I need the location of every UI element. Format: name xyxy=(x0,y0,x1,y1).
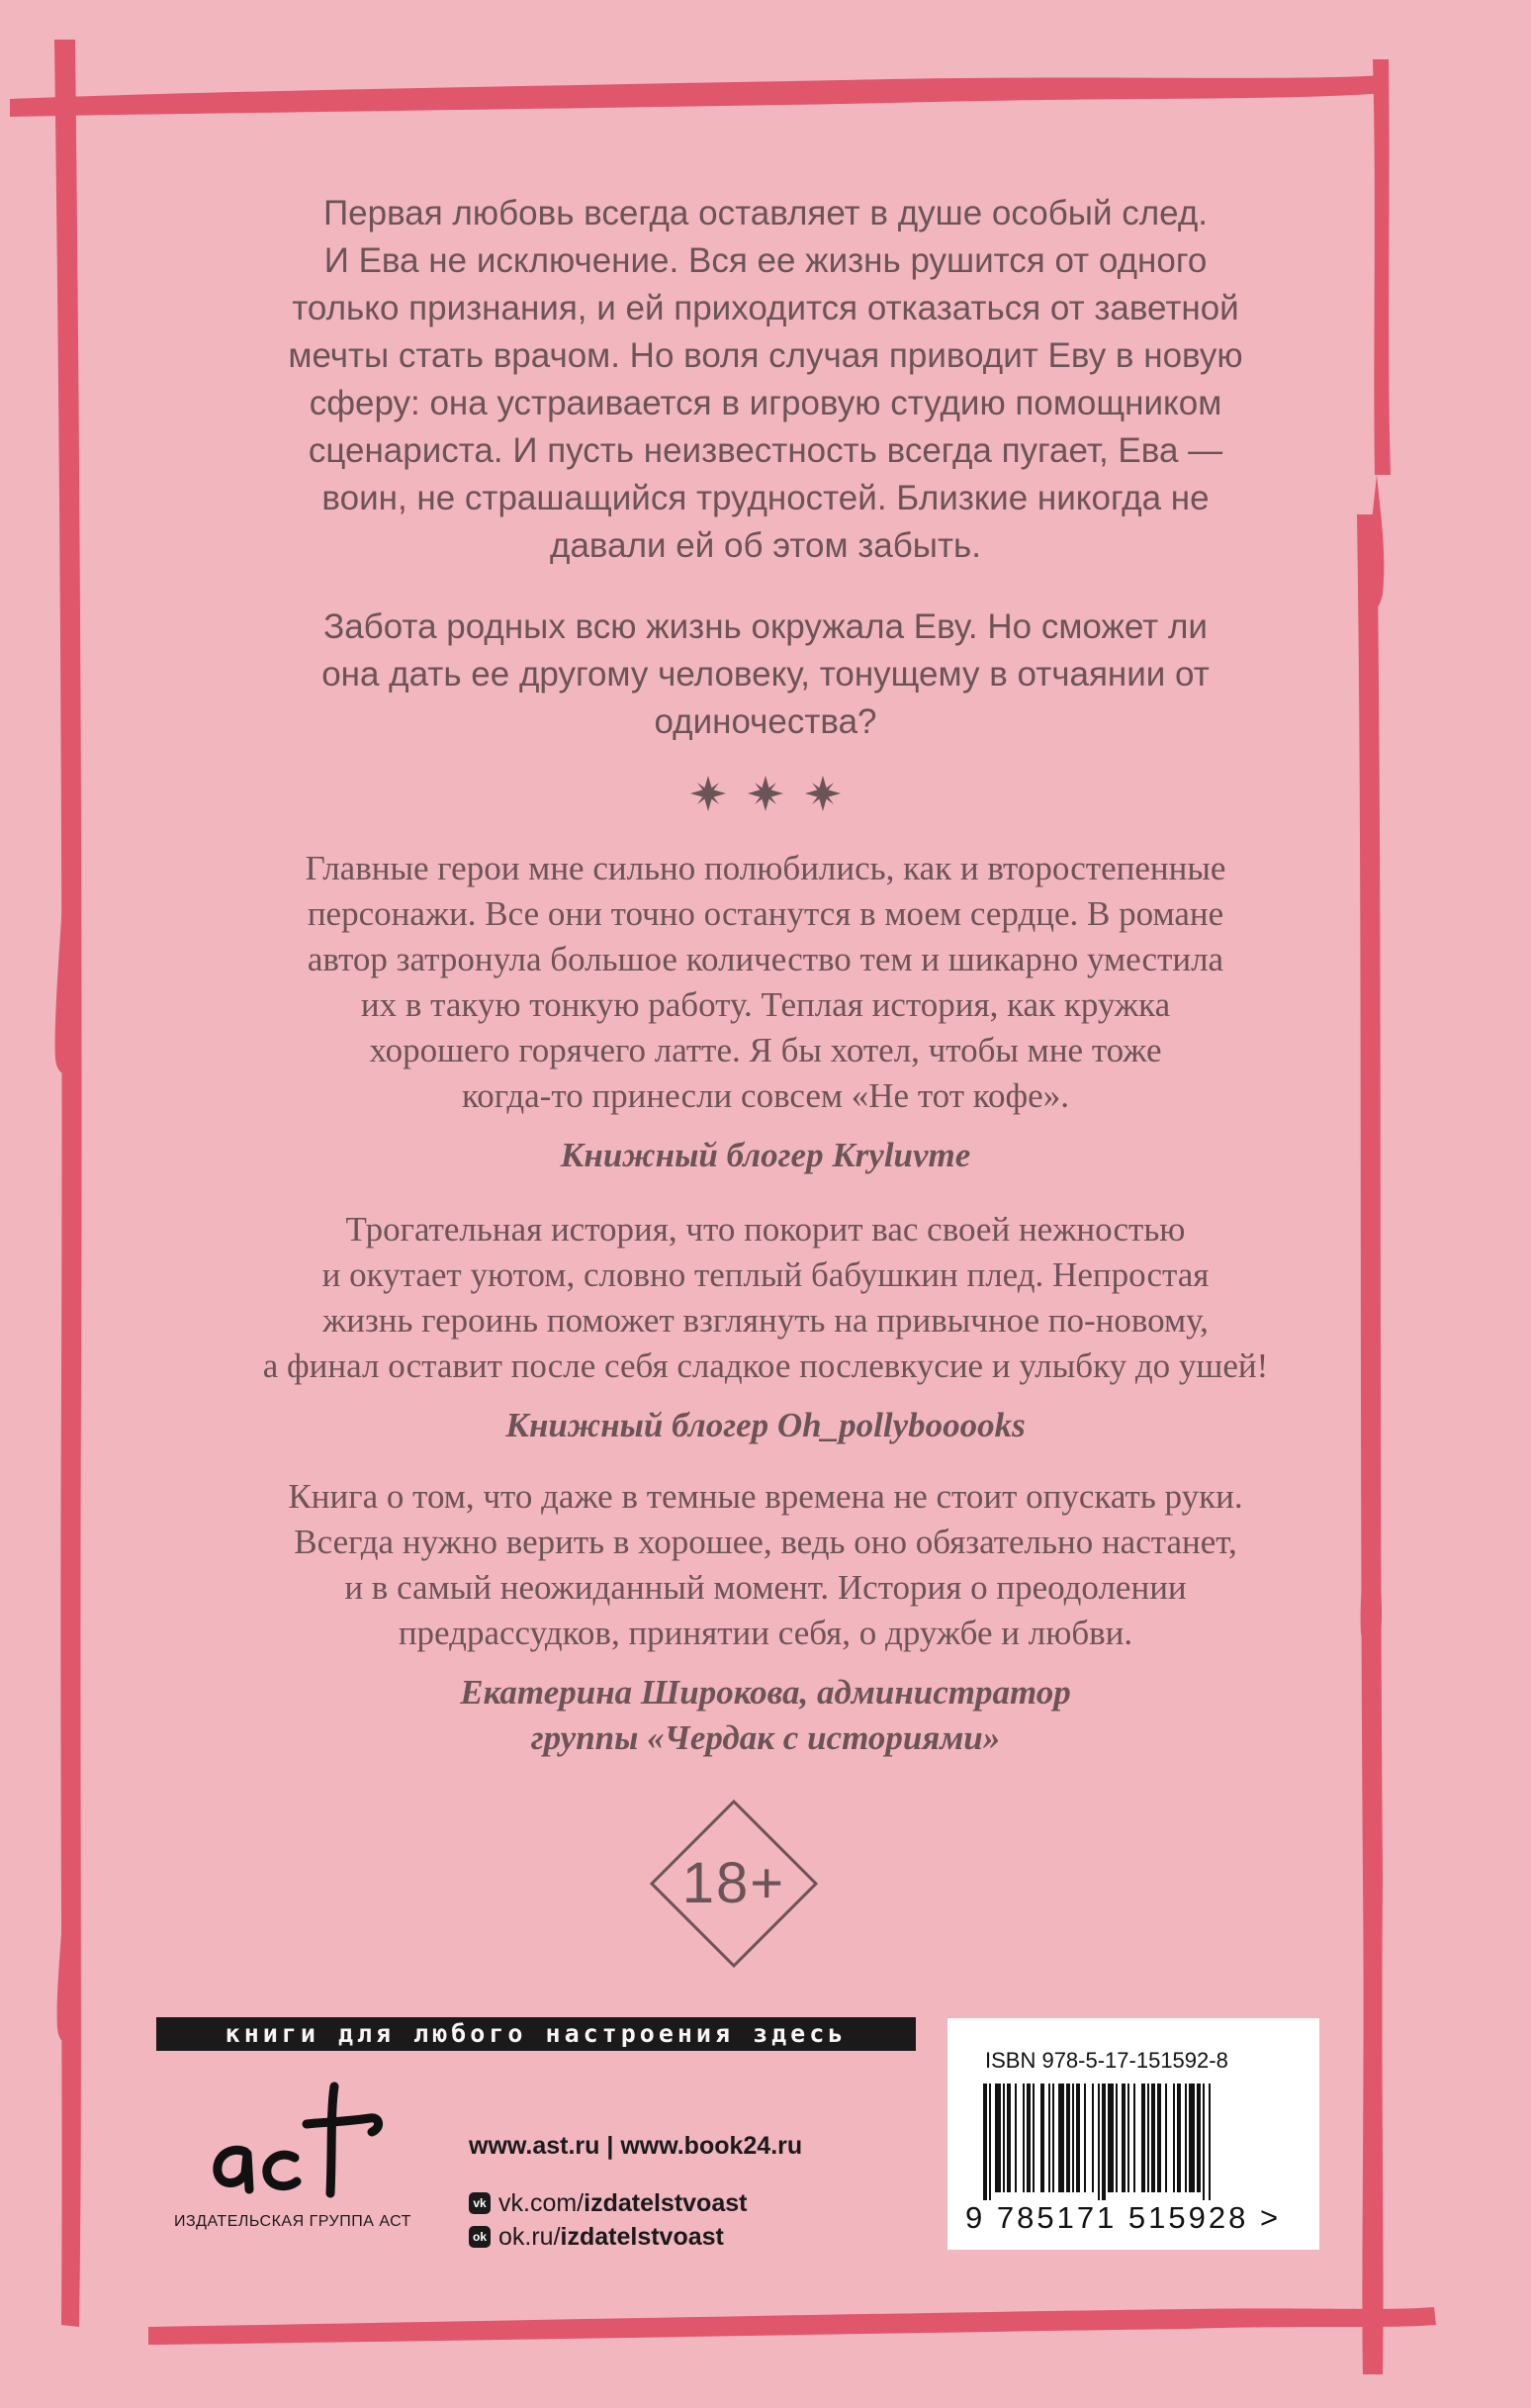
barcode-bar xyxy=(1133,2084,1135,2192)
barcode-bar xyxy=(1040,2084,1044,2192)
star-icon xyxy=(688,774,728,813)
barcode-bar xyxy=(1092,2084,1094,2192)
barcode-bar xyxy=(1185,2084,1187,2192)
barcode-bar xyxy=(1007,2084,1011,2192)
barcode-panel xyxy=(947,2018,1319,2250)
frame-top-bar xyxy=(10,75,1387,117)
review-3 xyxy=(148,1474,1383,1761)
barcode-bar xyxy=(1165,2084,1167,2192)
review-line: персонажи. Все они точно останутся в моем сердце. В романе xyxy=(307,894,1224,933)
barcode-bar xyxy=(1116,2084,1118,2192)
blurb-line: мечты стать врачом. Но воля случая приводит Еву в новую xyxy=(288,336,1243,375)
review-author: Книжный блогер Kryluvme xyxy=(560,1136,971,1174)
barcode-bar xyxy=(1177,2084,1181,2192)
blurb-line: сценариста. И пусть неизвестность всегда пугает, Ева — xyxy=(308,431,1223,470)
ok-icon: ok xyxy=(469,2226,491,2248)
barcode-bar xyxy=(1122,2084,1126,2192)
barcode-bar xyxy=(1209,2084,1211,2200)
blurb-paragraph-1 xyxy=(148,190,1383,570)
review-line: автор затронула большое количество тем и шикарно уместила xyxy=(307,940,1224,978)
age-rating-text: 18+ xyxy=(681,1851,786,1915)
barcode-bar xyxy=(1048,2084,1050,2192)
age-rating-badge xyxy=(649,1799,819,1969)
barcode-bar xyxy=(1072,2084,1074,2192)
barcode-bar xyxy=(1058,2084,1064,2192)
review-line: хорошего горячего латте. Я бы хотел, чтобы мне тоже xyxy=(369,1031,1162,1069)
blurb-line: одиночества? xyxy=(654,702,877,741)
barcode-bar xyxy=(1027,2084,1031,2192)
review-line: Главные герои мне сильно полюбились, как и второстепенные xyxy=(305,849,1226,887)
review-line: жизнь героинь поможет взглянуть на привычное по-новому, xyxy=(322,1301,1209,1340)
publisher-links xyxy=(469,2132,802,2254)
barcode-bar xyxy=(1003,2084,1005,2192)
blurb-line: Первая любовь всегда оставляет в душе особый след. xyxy=(322,194,1208,232)
review-author: группы «Чердак с историями» xyxy=(530,1718,1001,1757)
review-author: Екатерина Широкова, администратор xyxy=(460,1673,1071,1712)
blurb-line: давали ей об этом забыть. xyxy=(550,526,981,565)
social-link-ok[interactable] xyxy=(469,2220,802,2254)
barcode-bar xyxy=(1157,2084,1161,2192)
social-handle: izdatelstvoast xyxy=(584,2188,748,2217)
barcode-bar xyxy=(1076,2084,1080,2192)
review-line: их в такую тонкую работу. Теплая история, как кружка xyxy=(360,985,1171,1024)
barcode-bar xyxy=(1052,2084,1054,2192)
barcode-bar xyxy=(1141,2084,1145,2192)
star-icon xyxy=(803,774,843,813)
isbn-text: ISBN 978-5-17-151592-8 xyxy=(985,2048,1228,2073)
star-separator xyxy=(0,774,1531,818)
barcode-bar xyxy=(1084,2084,1086,2192)
website-links[interactable]: www.ast.ru | www.book24.ru xyxy=(469,2132,803,2160)
barcode-bar xyxy=(1066,2084,1070,2192)
barcode-bar xyxy=(1189,2084,1195,2192)
blurb-line: она дать ее другому человеку, тонущему в отчаянии от xyxy=(321,655,1210,694)
review-line: предрассудков, принятии себя, о дружбе и любви. xyxy=(398,1614,1133,1652)
ast-logo-icon xyxy=(204,2073,392,2207)
review-line: когда-то принесли совсем «Не тот кофе». xyxy=(462,1076,1069,1115)
review-line: а финал оставит после себя сладкое послевкусие и улыбку до ушей! xyxy=(262,1346,1269,1385)
review-line: и окутает уютом, словно теплый бабушкин плед. Непростая xyxy=(321,1255,1210,1294)
barcode-bar xyxy=(1147,2084,1149,2192)
social-link-vk[interactable] xyxy=(469,2186,802,2220)
social-handle: izdatelstvoast xyxy=(560,2222,724,2251)
publisher-logo xyxy=(174,2073,421,2231)
barcode-bar xyxy=(1197,2084,1201,2192)
review-line: Книга о том, что даже в темные времена не стоит опускать руки. xyxy=(288,1477,1243,1516)
barcode-bar xyxy=(1127,2084,1129,2192)
barcode-bar xyxy=(1098,2084,1100,2200)
barcode-bar xyxy=(1102,2084,1106,2200)
barcode-bar xyxy=(1015,2084,1017,2192)
review-line: Трогательная история, что покорит вас своей нежностью xyxy=(345,1210,1186,1249)
barcode-bar xyxy=(1108,2084,1114,2192)
star-icon xyxy=(746,774,785,813)
barcode-bar xyxy=(989,2084,991,2200)
barcode-bar xyxy=(1203,2084,1205,2200)
blurb-line: воин, не страшащийся трудностей. Близкие никогда не xyxy=(321,479,1210,517)
blurb-line: И Ева не исключение. Вся ее жизнь рушится от одного xyxy=(323,241,1208,280)
vk-icon: vk xyxy=(469,2192,491,2214)
barcode-digits: 9 785171 515928 > xyxy=(965,2200,1282,2235)
blurb-paragraph-2 xyxy=(148,603,1383,746)
blurb-line: Забота родных всю жизнь окружала Еву. Но сможет ли xyxy=(323,607,1208,646)
tagline: книги для любого настроения здесь xyxy=(156,2017,916,2051)
social-host: ok.ru/ xyxy=(498,2222,561,2251)
barcode-icon xyxy=(983,2084,1280,2200)
blurb-line: сферу: она устраивается в игровую студию помощником xyxy=(309,384,1222,422)
review-line: и в самый неожиданный момент. История о преодолении xyxy=(344,1568,1187,1607)
review-2 xyxy=(148,1207,1383,1448)
review-line: Всегда нужно верить в хорошее, ведь оно обязательно настанет, xyxy=(294,1523,1237,1561)
publisher-caption: ИЗДАТЕЛЬСКАЯ ГРУППА АСТ xyxy=(174,2213,411,2230)
social-host: vk.com/ xyxy=(498,2188,585,2217)
frame-bottom-bar xyxy=(148,2307,1436,2345)
barcode-bar xyxy=(1023,2084,1025,2192)
blurb-line: только признания, и ей приходится отказаться от заветной xyxy=(292,289,1239,327)
barcode-bar xyxy=(995,2084,1001,2192)
barcode-bar xyxy=(1151,2084,1155,2192)
barcode-bar xyxy=(1173,2084,1175,2192)
review-1 xyxy=(148,846,1383,1178)
barcode-bar xyxy=(1033,2084,1035,2192)
review-author: Книжный блогер Oh_pollybooooks xyxy=(505,1406,1026,1444)
barcode-bar xyxy=(983,2084,987,2200)
